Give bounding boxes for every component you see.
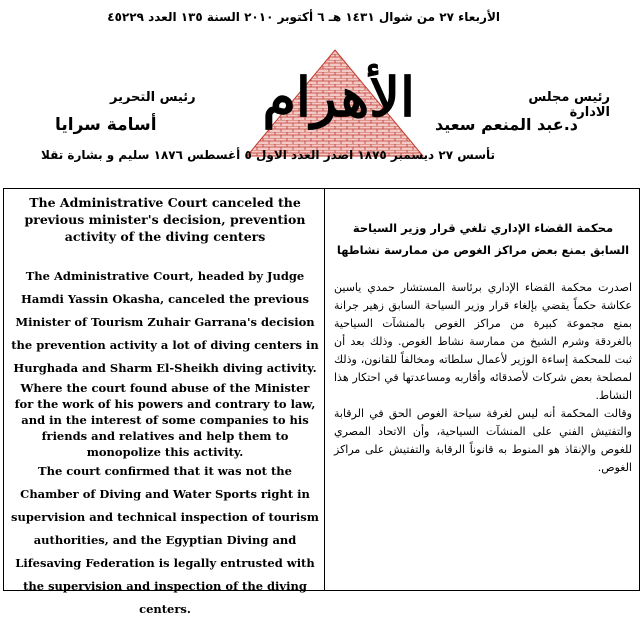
masthead xyxy=(40,45,610,175)
english-paragraph-1: The Administrative Court, headed by Judge Hamdi Yassin Okasha, canceled the previous Minister of Tourism Zuhair Garrana's decision the prevention activity a lot of diving centers in Hurghada and Sharm El-Sheikh diving activity. xyxy=(11,269,319,375)
english-paragraph-2: Where the court found abuse of the Minister for the work of his powers and contrary to law, and in the interest of some companies to his friends and relatives and help them to monopolize this activity. xyxy=(14,381,316,459)
chairman-name: د.عبد المنعم سعيد xyxy=(435,115,578,134)
arabic-column xyxy=(334,217,632,477)
newspaper-logo: الأهرام xyxy=(262,65,415,129)
english-title: The Administrative Court canceled the previous minister's decision, prevention activity of the diving centers xyxy=(24,195,306,244)
column-divider xyxy=(324,189,325,590)
arabic-title: محكمة القضاء الإداري تلغي قرار وزير السياحة السابق بمنع بعض مراكز الغوص من ممارسة نشاطها xyxy=(336,221,630,257)
english-column xyxy=(10,194,320,621)
dateline: الأربعاء ٢٧ من شوال ١٤٣١ هـ ٦ أكتوبر ٢٠١٠ السنة ١٣٥ العدد ٤٥٢٢٩ xyxy=(107,10,500,24)
editor-name: أسامة سرايا xyxy=(55,115,157,135)
article-table xyxy=(3,188,640,616)
arabic-paragraph-2: وقالت المحكمة أنه ليس لغرفة سياحة الغوص الحق في الرقابة والتفتيش الفني على المنشآت السياحية، وأن الاتحاد المصري للغوص والإنقاذ هو المنوط به قانوناً الرقابة والتفتيش على مراكز الغوص. xyxy=(334,407,632,474)
founding-line: تأسس ٢٧ ديسمبر ١٨٧٥ اصدر العدد الاول ٥ أغسطس ١٨٧٦ سليم و بشارة تقلا xyxy=(40,148,495,162)
english-paragraph-3: The court confirmed that it was not the Chamber of Diving and Water Sports right in supervision and technical inspection of tourism authorities, and the Egyptian Diving and Lifesaving Federation is legally entrusted with the supervision and inspection of the diving centers. xyxy=(11,464,319,616)
chairman-role: رئيس مجلس الادارة xyxy=(528,90,610,120)
arabic-paragraph-1: اصدرت محكمة القضاء الإداري برئاسة المستشار حمدي ياسين عكاشة حكماً يقضي بإلغاء قرار وزير السياحة السابق زهير جرانة بمنع مجموعة كبيرة من مراكز الغوص بالمنشآت السياحية بالغردقة وشرم الشيخ من ممارسة نشاط الغوص. وذلك بعد أن ثبت للمحكمة إساءة الوزير لأعمال سلطاته ومخالفاً للقانون، وذلك لمصلحة بعض شركات لأصدقائه وأقاربه ومساعدتها في احتكار هذا النشاط. xyxy=(334,281,632,402)
editor-role: رئيس التحرير xyxy=(110,90,196,105)
